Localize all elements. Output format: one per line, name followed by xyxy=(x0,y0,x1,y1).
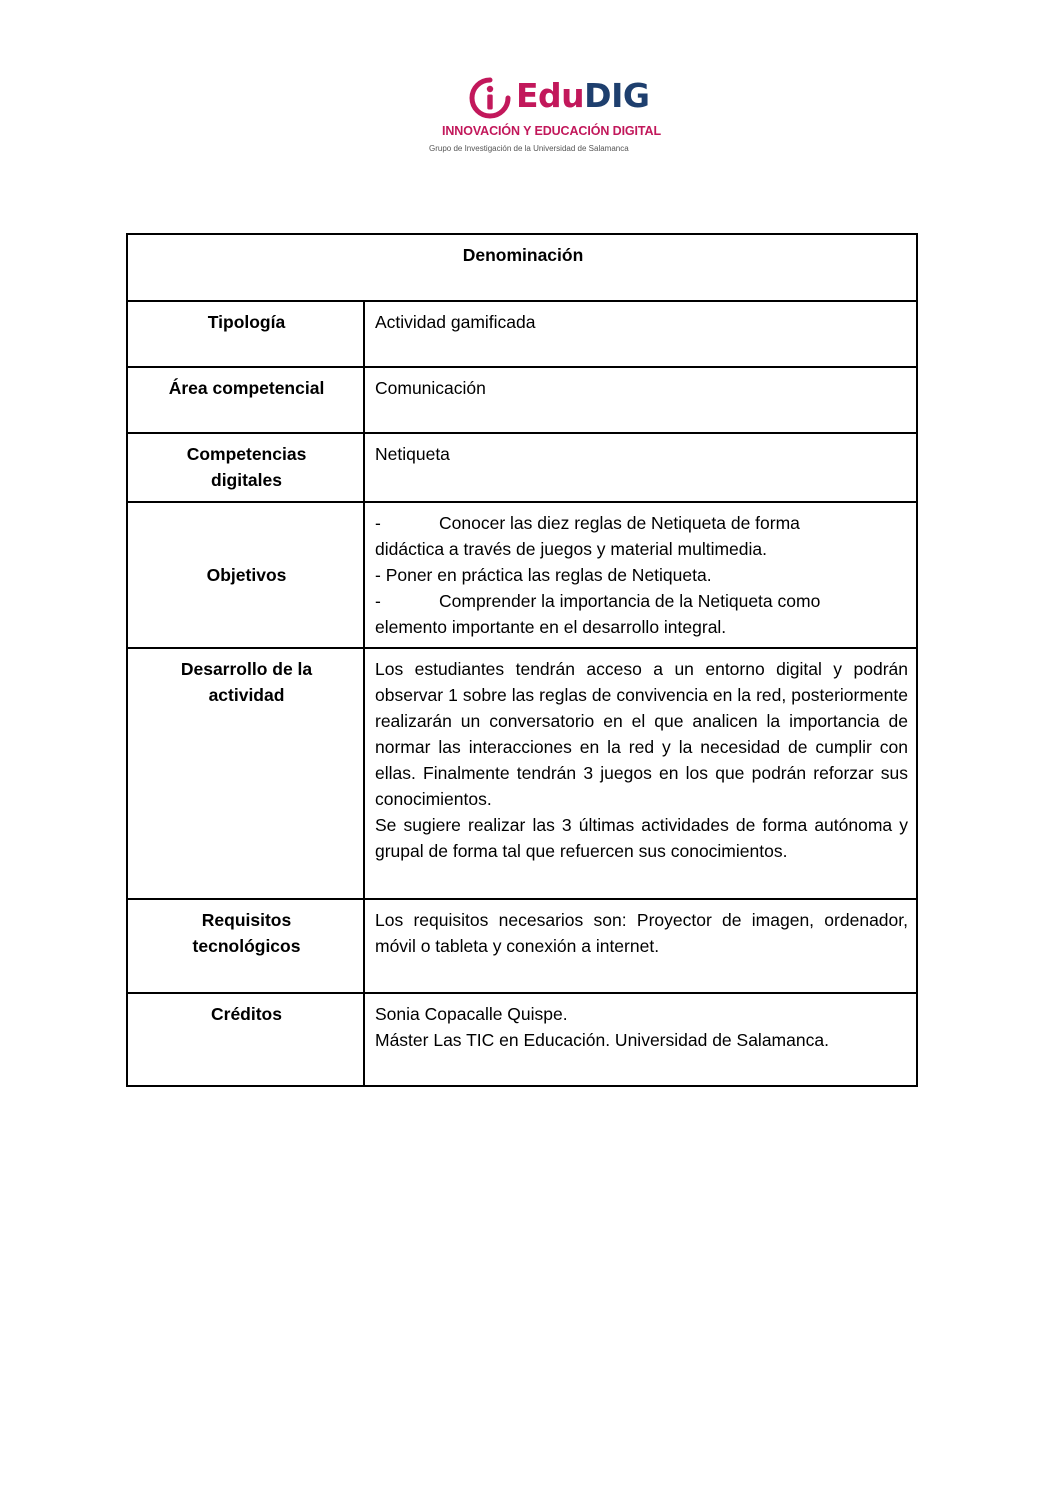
objetivo-item: didáctica a través de juegos y material multimedia. xyxy=(375,539,767,559)
requisitos-label-line2: tecnológicos xyxy=(192,936,301,956)
edudig-logo xyxy=(420,72,662,162)
desarrollo-label-line1: Desarrollo de la xyxy=(180,659,313,679)
desarrollo-paragraph-1: Los estudiantes tendrán acceso a un entorno digital y podrán observar 1 sobre las reglas de convivencia en la red, posteriormente realizarán un conversatorio en el que analicen la importancia de normar las interacciones en la red y la necesidad de cumplir con ellas. Finalmente tendrán 3 juegos en los que podrán reforzar sus conocimientos. xyxy=(375,659,908,809)
logo-subtitle: Grupo de Investigación de la Universidad de Salamanca xyxy=(429,144,629,153)
table-header-row xyxy=(127,234,917,301)
tipologia-value: Actividad gamificada xyxy=(364,301,917,367)
objetivo-item: - Poner en práctica las reglas de Netiqueta. xyxy=(375,565,712,585)
table-row-desarrollo xyxy=(127,648,917,899)
competencias-value: Netiqueta xyxy=(364,433,917,502)
creditos-program: Máster Las TIC en Educación. Universidad de Salamanca. xyxy=(375,1030,829,1050)
logo-wordmark-edu: Edu xyxy=(516,76,585,115)
desarrollo-value xyxy=(364,648,917,899)
requisitos-label xyxy=(127,899,364,993)
objetivo-dash: - xyxy=(375,591,381,611)
objetivos-value xyxy=(364,502,917,648)
competencias-label-line1: Competencias xyxy=(186,444,307,464)
tipologia-label: Tipología xyxy=(127,301,364,367)
competencias-label xyxy=(127,433,364,502)
desarrollo-label-line2: actividad xyxy=(208,685,285,705)
objetivos-label: Objetivos xyxy=(127,502,364,648)
objetivo-dash: - xyxy=(375,513,381,533)
creditos-author: Sonia Copacalle Quispe. xyxy=(375,1004,568,1024)
desarrollo-paragraph-2: Se sugiere realizar las 3 últimas actividades de forma autónoma y grupal de forma tal que refuercen sus conocimientos. xyxy=(375,815,908,861)
objetivo-item: elemento importante en el desarrollo integral. xyxy=(375,617,727,637)
table-row-objetivos xyxy=(127,502,917,648)
info-circle-icon xyxy=(468,76,512,120)
table-row-competencias xyxy=(127,433,917,502)
objetivo-text: Comprender la importancia de la Netiqueta como xyxy=(439,591,821,611)
logo-wordmark xyxy=(516,74,649,118)
area-label: Área competencial xyxy=(127,367,364,433)
requisitos-value: Los requisitos necesarios son: Proyector de imagen, ordenador, móvil o tableta y conexión a internet. xyxy=(364,899,917,993)
desarrollo-label xyxy=(127,648,364,899)
requisitos-label-line1: Requisitos xyxy=(201,910,292,930)
area-value: Comunicación xyxy=(364,367,917,433)
table-row-creditos xyxy=(127,993,917,1086)
activity-sheet-table xyxy=(126,233,918,1087)
table-row-tipologia xyxy=(127,301,917,367)
creditos-value xyxy=(364,993,917,1086)
denominacion-header: Denominación xyxy=(127,234,917,301)
table-row-requisitos xyxy=(127,899,917,993)
logo-wordmark-dig: DIG xyxy=(584,76,650,115)
objetivo-text: Conocer las diez reglas de Netiqueta de forma xyxy=(439,513,800,533)
creditos-label: Créditos xyxy=(127,993,364,1086)
competencias-label-line2: digitales xyxy=(211,470,282,490)
objetivo-item xyxy=(375,588,908,614)
logo-tagline: INNOVACIÓN Y EDUCACIÓN DIGITAL xyxy=(442,124,662,138)
table-row-area xyxy=(127,367,917,433)
objetivo-item xyxy=(375,510,908,536)
